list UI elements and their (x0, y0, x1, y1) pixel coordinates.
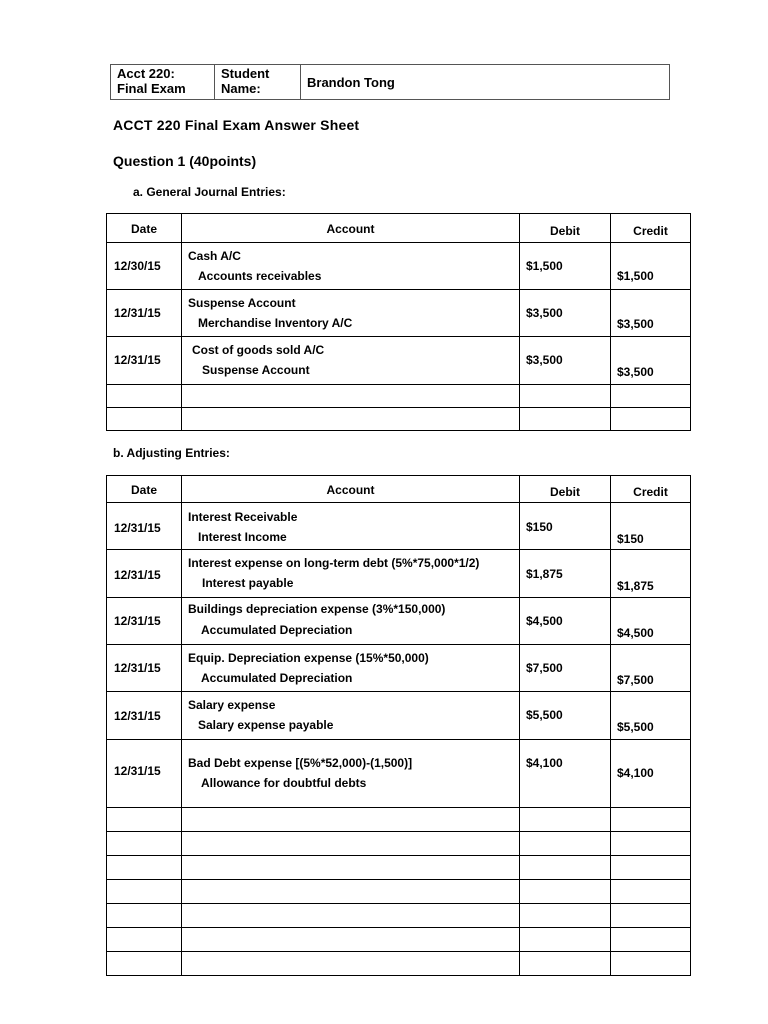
col-header-debit: Debit (520, 476, 611, 503)
debit-account: Cash A/C (188, 249, 241, 263)
credit-account: Salary expense payable (198, 718, 334, 732)
course-cell (111, 65, 215, 100)
table-row-empty (107, 856, 691, 880)
date-cell: 12/31/15 (107, 740, 182, 808)
debit-account: Equip. Depreciation expense (15%*50,000) (188, 651, 429, 665)
table-row (107, 740, 691, 808)
col-header-credit: Credit (611, 476, 691, 503)
credit-cell: $150 (611, 503, 691, 550)
student-name: Brandon Tong (307, 74, 395, 90)
table-row-empty (107, 880, 691, 904)
date-cell: 12/31/15 (107, 598, 182, 645)
date-cell: 12/31/15 (107, 550, 182, 598)
table-row (107, 692, 691, 740)
account-cell (182, 243, 520, 290)
account-cell (182, 503, 520, 550)
credit-cell: $1,875 (611, 550, 691, 598)
student-name-cell (301, 65, 670, 100)
credit-account: Suspense Account (202, 363, 310, 377)
credit-account: Interest Income (198, 530, 287, 544)
table-row-empty (107, 385, 691, 408)
page-title: ACCT 220 Final Exam Answer Sheet (113, 117, 360, 133)
exam-header-box (110, 64, 670, 100)
table-row (107, 503, 691, 550)
credit-account: Merchandise Inventory A/C (198, 316, 353, 330)
table-row-empty (107, 832, 691, 856)
table-row (107, 243, 691, 290)
col-header-debit: Debit (520, 214, 611, 243)
account-cell (182, 692, 520, 740)
table-row (107, 290, 691, 337)
col-header-date: Date (107, 214, 182, 243)
table-row (107, 645, 691, 692)
col-header-credit: Credit (611, 214, 691, 243)
date-cell: 12/31/15 (107, 503, 182, 550)
debit-cell: $150 (520, 503, 611, 550)
debit-cell: $3,500 (520, 290, 611, 337)
debit-cell: $5,500 (520, 692, 611, 740)
debit-cell: $1,875 (520, 550, 611, 598)
debit-cell: $1,500 (520, 243, 611, 290)
table-row (107, 598, 691, 645)
account-cell (182, 290, 520, 337)
course-line-1: Acct 220: (117, 66, 175, 81)
adjusting-entries-table (106, 475, 691, 976)
table-row-empty (107, 904, 691, 928)
table-row (107, 550, 691, 598)
account-cell (182, 740, 520, 808)
credit-cell: $4,100 (611, 740, 691, 808)
credit-cell: $7,500 (611, 645, 691, 692)
account-cell (182, 550, 520, 598)
debit-account: Bad Debt expense [(5%*52,000)-(1,500)] (188, 756, 413, 770)
table-row-empty (107, 808, 691, 832)
course-line-2: Final Exam (117, 81, 186, 96)
debit-cell: $4,100 (520, 740, 611, 808)
credit-account: Accumulated Depreciation (201, 623, 353, 637)
section-a-heading: a. General Journal Entries: (133, 185, 286, 199)
table-row-empty (107, 408, 691, 431)
student-label-line-2: Name: (221, 81, 261, 96)
credit-account: Accumulated Depreciation (201, 671, 353, 685)
table-header-row (107, 214, 691, 243)
debit-cell: $3,500 (520, 337, 611, 385)
credit-cell: $4,500 (611, 598, 691, 645)
date-cell: 12/31/15 (107, 692, 182, 740)
table-header-row (107, 476, 691, 503)
debit-account: Salary expense (188, 698, 276, 712)
account-cell (182, 598, 520, 645)
student-label-line-1: Student (221, 66, 270, 81)
debit-account: Buildings depreciation expense (3%*150,000) (188, 602, 446, 616)
debit-cell: $4,500 (520, 598, 611, 645)
section-b-heading: b. Adjusting Entries: (113, 446, 230, 460)
credit-cell: $5,500 (611, 692, 691, 740)
credit-cell: $3,500 (611, 337, 691, 385)
debit-account: Interest Receivable (188, 510, 298, 524)
credit-account: Interest payable (202, 576, 294, 590)
account-cell (182, 337, 520, 385)
credit-account: Accounts receivables (198, 269, 322, 283)
debit-cell: $7,500 (520, 645, 611, 692)
credit-cell: $1,500 (611, 243, 691, 290)
date-cell: 12/31/15 (107, 290, 182, 337)
credit-cell: $3,500 (611, 290, 691, 337)
table-row (107, 337, 691, 385)
question-heading: Question 1 (40points) (113, 153, 257, 169)
general-journal-table (106, 213, 691, 431)
table-row-empty (107, 928, 691, 952)
col-header-account: Account (182, 476, 520, 503)
date-cell: 12/31/15 (107, 645, 182, 692)
credit-account: Allowance for doubtful debts (201, 776, 367, 790)
debit-account: Interest expense on long-term debt (5%*75,000*1/2) (188, 556, 480, 570)
debit-account: Suspense Account (188, 296, 296, 310)
debit-account: Cost of goods sold A/C (192, 343, 325, 357)
table-row-empty (107, 952, 691, 976)
student-label-cell (215, 65, 301, 100)
date-cell: 12/30/15 (107, 243, 182, 290)
date-cell: 12/31/15 (107, 337, 182, 385)
account-cell (182, 645, 520, 692)
col-header-date: Date (107, 476, 182, 503)
col-header-account: Account (182, 214, 520, 243)
